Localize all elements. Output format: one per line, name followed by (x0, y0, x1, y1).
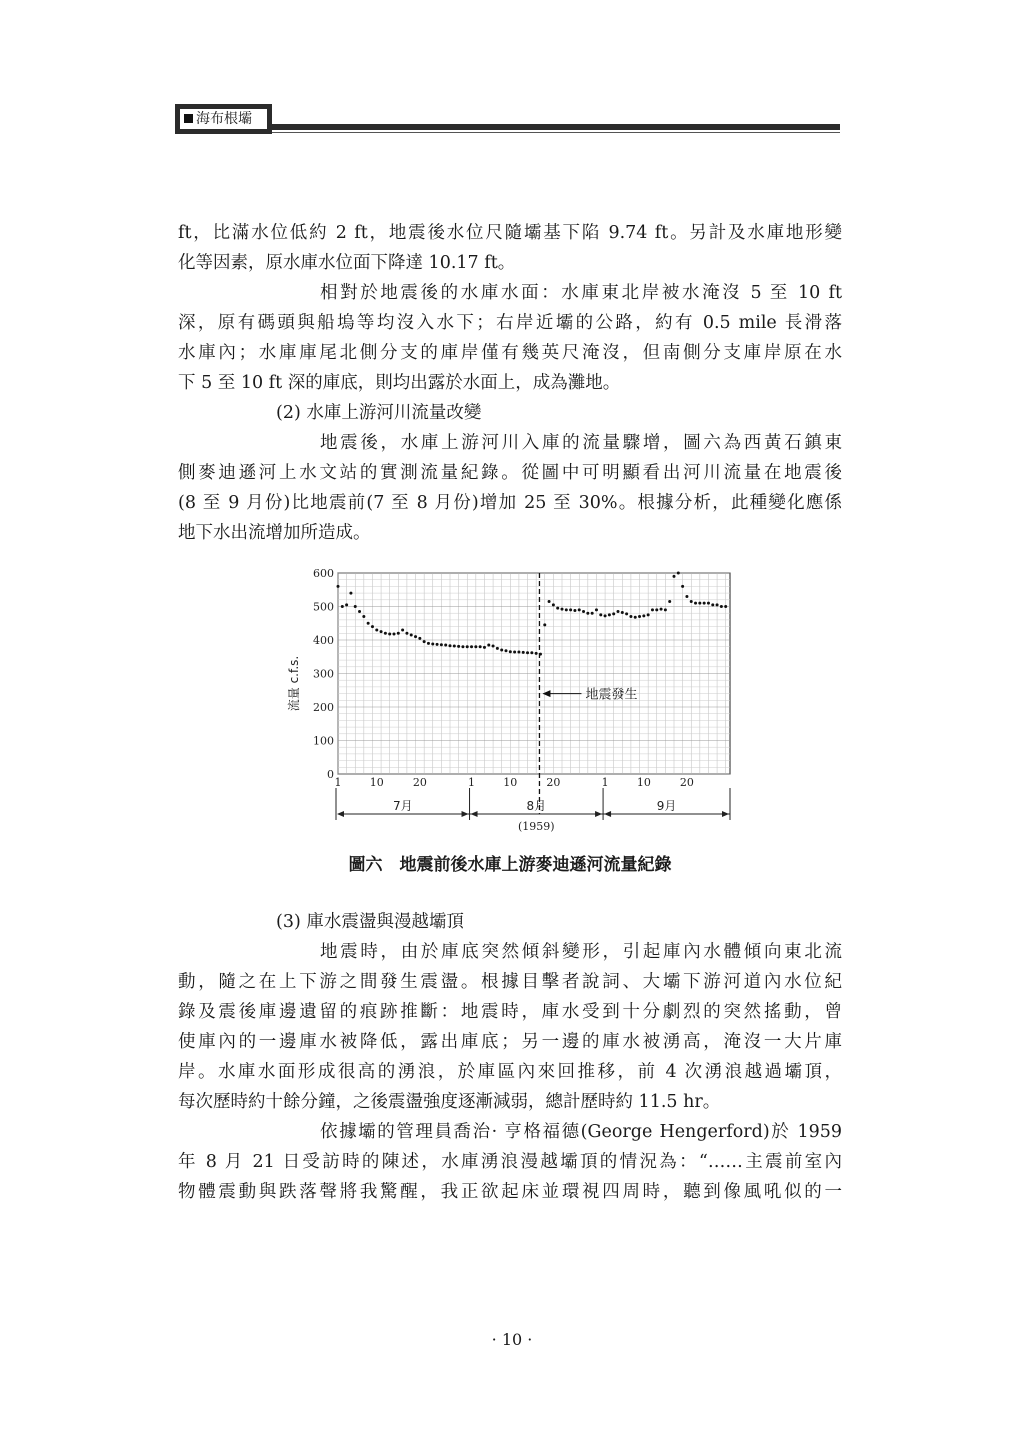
data-point (694, 602, 697, 605)
text-line: ft，比滿水位低約 2 ft，地震後水位尺隨壩基下陷 9.74 ft。另計及水庫地形變 (178, 223, 842, 243)
data-point (440, 643, 443, 646)
data-point (513, 651, 516, 654)
month-label: 7月 (392, 799, 413, 813)
y-tick-label: 100 (313, 734, 334, 748)
y-axis-label: 流量 c.f.s. (287, 655, 301, 712)
arrow-head-icon (595, 811, 602, 817)
data-point (608, 613, 611, 616)
text-line: 相對於地震後的水庫水面：水庫東北岸被水淹沒 5 至 10 ft (320, 283, 842, 303)
data-point (362, 615, 365, 618)
square-bullet-icon (184, 114, 193, 123)
data-point (543, 623, 546, 626)
data-point (410, 633, 413, 636)
data-point (711, 603, 714, 606)
data-point (444, 644, 447, 647)
data-point (629, 615, 632, 618)
data-point (552, 603, 555, 606)
figure-caption: 圖六 地震前後水庫上游麥迪遜河流量紀錄 (348, 855, 672, 875)
text-line: 化等因素，原水庫水位面下降達 10.17 ft。 (178, 253, 516, 273)
data-point (341, 605, 344, 608)
chart-ticks (286, 567, 694, 789)
data-point (617, 610, 620, 613)
text-line: 深，原有碼頭與船塢等均沒入水下；右岸近壩的公路，約有 0.5 mile 長滑落 (178, 313, 842, 333)
data-point (367, 622, 370, 625)
data-point (354, 605, 357, 608)
text-line: 使庫內的一邊庫水被降低，露出庫底；另一邊的庫水被湧高，淹沒一大片庫 (178, 1032, 842, 1052)
data-point (449, 644, 452, 647)
data-point (651, 608, 654, 611)
data-point (655, 608, 658, 611)
text-line: 水庫內；水庫庫尾北側分支的庫岸僅有幾英尺淹沒，但南側分支庫岸原在水 (178, 343, 842, 363)
data-point (599, 613, 602, 616)
data-point (479, 645, 482, 648)
data-point (337, 585, 340, 588)
text-line: 動，隨之在上下游之間發生震盪。根據目擊者說詞、大壩下游河道內水位紀 (178, 972, 842, 992)
data-point (724, 605, 727, 608)
data-point (677, 572, 680, 575)
data-point (565, 608, 568, 611)
data-point (453, 645, 456, 648)
annotation-label: 地震發生 (585, 687, 638, 703)
data-point (573, 609, 576, 612)
data-point (496, 647, 499, 650)
year-label: (1959) (518, 820, 555, 833)
x-tick-label: 1 (334, 776, 342, 789)
data-point (457, 645, 460, 648)
data-point (517, 651, 520, 654)
y-tick-label: 0 (327, 768, 334, 781)
data-point (612, 612, 615, 615)
text-line: (8 至 9 月份)比地震前(7 至 8 月份)增加 25 至 30%。根據分析，此種變化應係 (178, 493, 842, 513)
data-point (698, 602, 701, 605)
data-point (703, 602, 706, 605)
data-point (561, 608, 564, 611)
text-line: 錄及震後庫邊遺留的痕跡推斷：地震時，庫水受到十分劇烈的突然搖動，曾 (178, 1002, 842, 1022)
text-line: 年 8 月 21 日受訪時的陳述，水庫湧浪漫越壩頂的情況為：“……主震前室內 (178, 1152, 842, 1172)
data-point (578, 608, 581, 611)
data-point (505, 649, 508, 652)
data-point (427, 642, 430, 645)
data-point (668, 600, 671, 603)
x-tick-label: 20 (412, 776, 427, 789)
data-point (664, 608, 667, 611)
data-point (405, 632, 408, 635)
data-point (380, 630, 383, 633)
data-point (660, 608, 663, 611)
data-point (621, 611, 624, 614)
data-point (388, 632, 391, 635)
data-point (716, 603, 719, 606)
data-point (474, 645, 477, 648)
data-point (591, 612, 594, 615)
header-title: 海布根壩 (196, 111, 252, 127)
data-point (642, 614, 645, 617)
arrow-head-icon (604, 811, 611, 817)
data-point (707, 602, 710, 605)
data-point (522, 651, 525, 654)
data-point (358, 610, 361, 613)
data-point (431, 643, 434, 646)
data-point (461, 645, 464, 648)
body-text-top (178, 218, 842, 548)
data-point (556, 607, 559, 610)
header-tab (175, 104, 272, 134)
data-point (466, 645, 469, 648)
text-line: 下 5 至 10 ft 深的庫底，則均出露於水面上，成為灘地。 (178, 373, 621, 393)
y-tick-label: 400 (313, 634, 334, 647)
x-tick-label: 20 (546, 776, 561, 789)
body-text-bottom (178, 907, 842, 1207)
arrow-head-icon (542, 690, 550, 697)
arrow-head-icon (462, 811, 469, 817)
data-point (470, 645, 473, 648)
text-line: 地下水出流增加所造成。 (178, 523, 371, 543)
x-tick-label: 1 (601, 776, 609, 789)
arrow-head-icon (471, 811, 478, 817)
arrow-head-icon (337, 811, 344, 817)
data-point (526, 651, 529, 654)
data-point (569, 608, 572, 611)
x-tick-label: 10 (503, 776, 518, 789)
x-tick-label: 10 (636, 776, 651, 789)
header-rule (272, 124, 840, 130)
data-point (393, 632, 396, 635)
data-point (647, 613, 650, 616)
data-point (582, 610, 585, 613)
text-line: 岸。水庫水面形成很高的湧浪，於庫區內來回推移，前 4 次湧浪越過壩頂， (178, 1062, 842, 1082)
data-point (535, 652, 538, 655)
chart-month-axis (336, 788, 730, 833)
subsection-heading: (3) 庫水震盪與漫越壩頂 (276, 912, 464, 932)
data-point (500, 649, 503, 652)
x-tick-label: 10 (369, 776, 384, 789)
text-line: 每次歷時約十餘分鐘，之後震盪強度逐漸減弱，總計歷時約 11.5 hr。 (178, 1092, 721, 1112)
month-label: 9月 (656, 799, 677, 813)
data-point (548, 600, 551, 603)
data-point (492, 645, 495, 648)
data-point (414, 635, 417, 638)
chart-points (337, 572, 728, 656)
data-point (436, 643, 439, 646)
text-line: 側麥迪遜河上水文站的實測流量紀錄。從圖中可明顯看出河川流量在地震後 (178, 463, 842, 483)
text-line: 物體震動與跌落聲將我驚醒，我正欲起床並環視四周時，聽到像風吼似的一 (178, 1182, 842, 1202)
y-tick-label: 600 (313, 567, 334, 580)
data-point (397, 632, 400, 635)
header-rule-thin (272, 132, 840, 133)
header-title-box (179, 108, 268, 130)
data-point (638, 615, 641, 618)
page-number: · 10 · (491, 1330, 533, 1349)
data-point (634, 616, 637, 619)
data-point (681, 585, 684, 588)
data-point (625, 612, 628, 615)
data-point (487, 644, 490, 647)
x-tick-label: 20 (679, 776, 694, 789)
data-point (690, 600, 693, 603)
y-tick-label: 500 (313, 600, 334, 614)
data-point (349, 592, 352, 595)
data-point (530, 651, 533, 654)
running-header (175, 104, 840, 134)
data-point (509, 650, 512, 653)
month-label: 8月 (526, 799, 547, 813)
data-point (595, 608, 598, 611)
data-point (371, 625, 374, 628)
y-tick-label: 300 (313, 667, 334, 681)
text-line: 依據壩的管理員喬治· 亨格福德(George Hengerford)於 1959 (320, 1122, 842, 1142)
text-line: 地震時，由於庫底突然傾斜變形，引起庫內水體傾向東北流 (320, 942, 842, 962)
text-line: 地震後，水庫上游河川入庫的流量驟增，圖六為西黃石鎮東 (320, 433, 842, 453)
data-point (685, 595, 688, 598)
flow-chart (280, 562, 750, 840)
data-point (604, 614, 607, 617)
chart-grid (338, 573, 730, 774)
data-point (384, 632, 387, 635)
data-point (401, 628, 404, 631)
data-point (345, 603, 348, 606)
data-point (483, 646, 486, 649)
data-point (418, 637, 421, 640)
y-tick-label: 200 (313, 701, 334, 714)
data-point (375, 628, 378, 631)
data-point (423, 640, 426, 643)
arrow-head-icon (722, 811, 729, 817)
subsection-heading: (2) 水庫上游河川流量改變 (276, 403, 482, 423)
data-point (673, 575, 676, 578)
data-point (586, 612, 589, 615)
data-point (720, 605, 723, 608)
x-tick-label: 1 (468, 776, 476, 789)
